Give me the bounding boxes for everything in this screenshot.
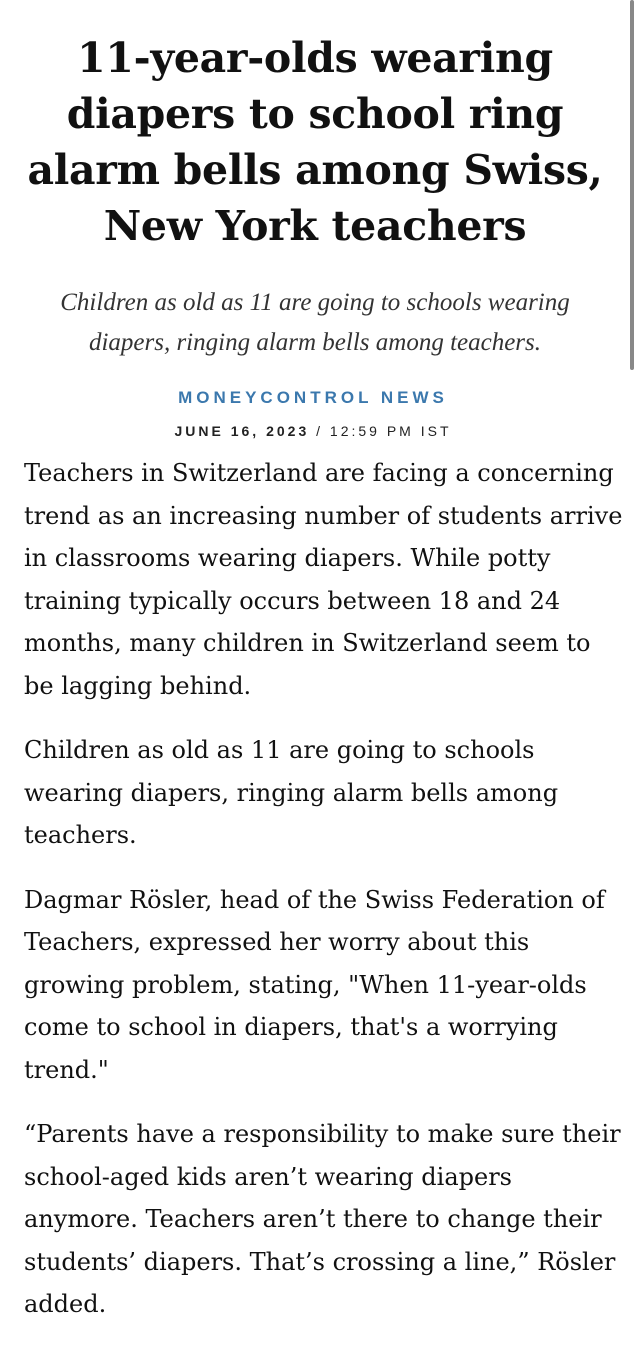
- time-text: / 12:59 PM IST: [309, 423, 452, 439]
- article-subtitle: Children as old as 11 are going to schools wearing diapers, ringing alarm bells among teachers.: [60, 289, 570, 356]
- publish-date: [0, 423, 626, 439]
- paragraph: Children as old as 11 are going to schools wearing diapers, ringing alarm bells among teachers.: [24, 736, 559, 849]
- paragraph: Dagmar Rösler, head of the Swiss Federation of Teachers, expressed her worry about this growing problem, stating, "When 11-year-olds come to school in diapers, that's a worrying trend.": [24, 885, 605, 1084]
- paragraph: “Parents have a responsibility to make sure their school-aged kids aren’t wearing diapers anymore. Teachers aren’t there to change their students’ diapers. That’s crossing a line,” Rösler added.: [24, 1120, 621, 1318]
- paragraph: Teachers in Switzerland are facing a concerning trend as an increasing number of students arrive in classrooms wearing diapers. While potty training typically occurs between 18 and 24 months, many children in Switzerland seem to be lagging behind.: [24, 459, 623, 700]
- article-body: [24, 452, 624, 1348]
- article-title: 11-year-olds wearing diapers to school ring alarm bells among Swiss, New York teachers: [27, 34, 603, 250]
- scrollbar[interactable]: [630, 0, 634, 370]
- date-text: JUNE 16, 2023: [174, 423, 310, 439]
- author-link[interactable]: MONEYCONTROL NEWS: [178, 388, 448, 407]
